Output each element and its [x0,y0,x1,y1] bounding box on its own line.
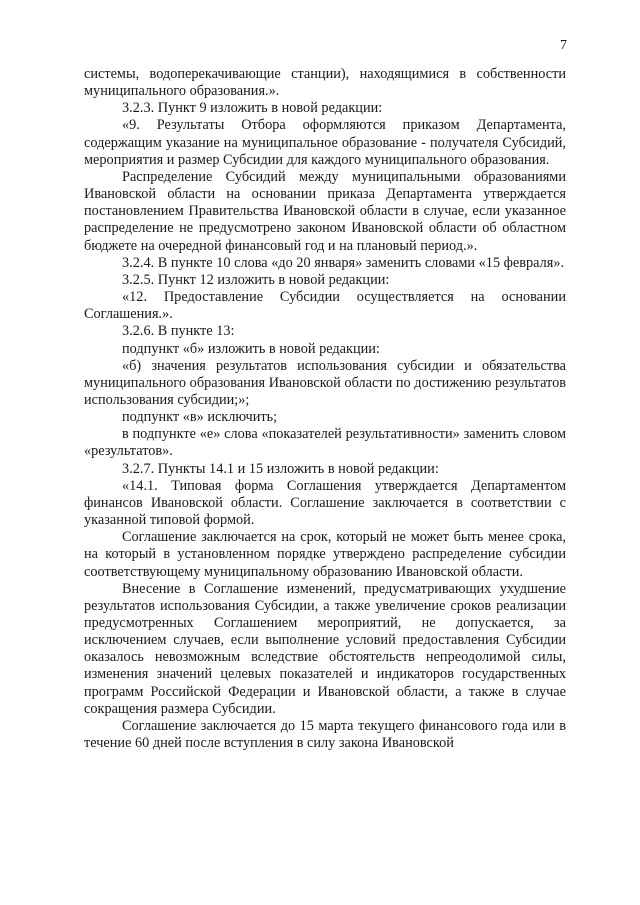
document-body [84,66,566,752]
paragraph: 3.2.4. В пункте 10 слова «до 20 января» заменить словами «15 февраля». [122,254,565,271]
paragraph: «14.1. Типовая форма Соглашения утверждается Департаментом финансов Ивановской области. Соглашение заключается в соответствии с указанной типовой формой. [84,477,566,529]
paragraph: 3.2.3. Пункт 9 изложить в новой редакции: [122,100,383,117]
paragraph: 3.2.5. Пункт 12 изложить в новой редакции: [122,271,390,288]
paragraph: системы, водоперекачивающие станции), находящимися в собственности муниципального образования.». [84,66,566,100]
paragraph: 3.2.6. В пункте 13: [122,323,235,340]
paragraph: «12. Предоставление Субсидии осуществляется на основании Соглашения.». [84,289,566,323]
paragraph: «9. Результаты Отбора оформляются приказом Департамента, содержащим указание на муниципальное образование - получателя Субсидий, мероприятия и размер Субсидии для каждого муниципального образования. [84,117,566,168]
paragraph: Распределение Субсидий между муниципальными образованиями Ивановской области на основании приказа Департамента утверждается постановлением Правительства Ивановской области в случае, если указанное распределение не предусмотрено законом Ивановской области об областном бюджете на очередной финансовый год и на плановый период.». [84,168,566,254]
paragraph: 3.2.7. Пункты 14.1 и 15 изложить в новой редакции: [122,460,439,477]
paragraph: в подпункте «е» слова «показателей результативности» заменить словом «результатов». [84,426,566,460]
paragraph: Соглашение заключается до 15 марта текущего финансового года или в течение 60 дней после вступления в силу закона Ивановской [84,717,566,752]
paragraph: подпункт «в» исключить; [122,409,278,426]
paragraph: подпункт «б» изложить в новой редакции: [122,340,380,357]
page-number: 7 [560,38,567,53]
paragraph: Внесение в Соглашение изменений, предусматривающих ухудшение результатов использования Субсидии, а также увеличение сроков реализации предусмотренных Соглашением мероприятий, не допускается, за исключением случаев, если выполнение условий предоставления Субсидии оказалось невозможным вследствие обстоятельств непреодолимой силы, изменения значений целевых показателей и индикаторов государственных программ Российской Федерации и Ивановской области, а также в случае сокращения размера Субсидии. [84,580,566,717]
paragraph: Соглашение заключается на срок, который не может быть менее срока, на который в установленном порядке утверждено распределение субсидии соответствующему муниципальному образованию Ивановской области. [84,529,566,580]
paragraph: «б) значения результатов использования субсидии и обязательства муниципального образования Ивановской области по достижению результатов использования субсидии;»; [84,357,566,408]
